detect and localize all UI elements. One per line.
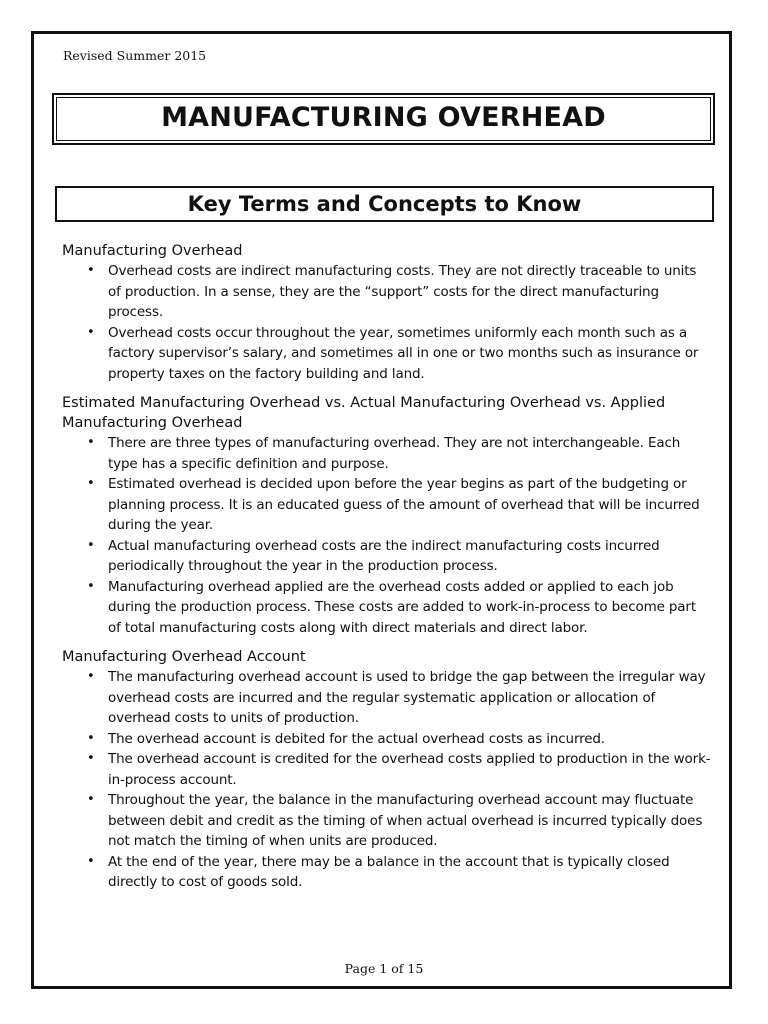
list-item-text: Overhead costs are indirect manufacturing costs. They are not directly traceable to units of production. In a sense, they are the “support” costs for the direct manufacturing process. bbox=[108, 263, 697, 320]
list-item bbox=[62, 323, 712, 385]
bullet-icon: • bbox=[87, 435, 95, 450]
bullet-icon: • bbox=[87, 324, 95, 340]
list-item bbox=[62, 261, 712, 323]
bullet-icon: • bbox=[87, 263, 95, 278]
bullet-icon: • bbox=[87, 669, 95, 684]
bullet-icon: • bbox=[87, 578, 95, 594]
bullet-list bbox=[62, 433, 712, 638]
bullet-list bbox=[62, 261, 712, 384]
list-item-text: The manufacturing overhead account is used to bridge the gap between the irregular way overhead costs are incurred and the regular systematic application or allocation of overhead costs to units of production. bbox=[108, 669, 706, 726]
list-item-text: The overhead account is debited for the actual overhead costs as incurred. bbox=[108, 730, 605, 747]
revision-note: Revised Summer 2015 bbox=[63, 48, 207, 63]
list-item bbox=[62, 536, 712, 577]
bullet-icon: • bbox=[87, 476, 95, 491]
list-item bbox=[62, 749, 712, 790]
list-item-text: Throughout the year, the balance in the manufacturing overhead account may fluctuate between debit and credit as the timing of when actual overhead is incurred typically does not match the timing of when units are produced. bbox=[108, 792, 703, 849]
document-title: MANUFACTURING OVERHEAD bbox=[161, 102, 606, 133]
list-item bbox=[62, 852, 712, 893]
bullet-icon: • bbox=[87, 792, 95, 807]
list-item-text: The overhead account is credited for the overhead costs applied to production in the work-in-process account. bbox=[108, 751, 711, 788]
bullet-icon: • bbox=[87, 853, 95, 869]
bullet-icon: • bbox=[87, 730, 95, 746]
subtitle-box bbox=[55, 186, 714, 222]
section-manufacturing-overhead bbox=[62, 241, 712, 384]
title-box bbox=[52, 93, 715, 145]
list-item bbox=[62, 577, 712, 639]
list-item bbox=[62, 433, 712, 474]
section-heading: Estimated Manufacturing Overhead vs. Actual Manufacturing Overhead vs. Applied Manufacturing Overhead bbox=[62, 395, 666, 431]
page-number: Page 1 of 15 bbox=[344, 961, 424, 976]
section-heading: Manufacturing Overhead Account bbox=[62, 649, 306, 665]
section-estimated-actual-applied bbox=[62, 393, 712, 638]
list-item bbox=[62, 667, 712, 729]
list-item-text: Estimated overhead is decided upon before the year begins as part of the budgeting or planning process. It is an educated guess of the amount of overhead that will be incurred during the year. bbox=[108, 476, 700, 533]
list-item-text: Manufacturing overhead applied are the overhead costs added or applied to each job during the production process. These costs are added to work-in-process to become part of total manufacturing costs along with direct materials and direct labor. bbox=[108, 578, 696, 636]
bullet-list bbox=[62, 667, 712, 893]
section-overhead-account bbox=[62, 647, 712, 893]
list-item bbox=[62, 474, 712, 536]
document-body bbox=[62, 241, 712, 902]
section-heading: Manufacturing Overhead bbox=[62, 243, 243, 259]
list-item-text: Overhead costs occur throughout the year, sometimes uniformly each month such as a factory supervisor’s salary, and sometimes all in one or two months such as insurance or property taxes on the factory building and land. bbox=[108, 324, 699, 382]
list-item-text: At the end of the year, there may be a balance in the account that is typically closed directly to cost of goods sold. bbox=[108, 853, 670, 890]
list-item bbox=[62, 790, 712, 852]
bullet-icon: • bbox=[87, 537, 95, 553]
list-item-text: There are three types of manufacturing overhead. They are not interchangeable. Each type has a specific definition and purpose. bbox=[108, 435, 681, 472]
section-subtitle: Key Terms and Concepts to Know bbox=[187, 192, 582, 216]
bullet-icon: • bbox=[87, 751, 95, 766]
list-item-text: Actual manufacturing overhead costs are the indirect manufacturing costs incurred periodically throughout the year in the production process. bbox=[108, 537, 660, 574]
list-item bbox=[62, 729, 712, 750]
